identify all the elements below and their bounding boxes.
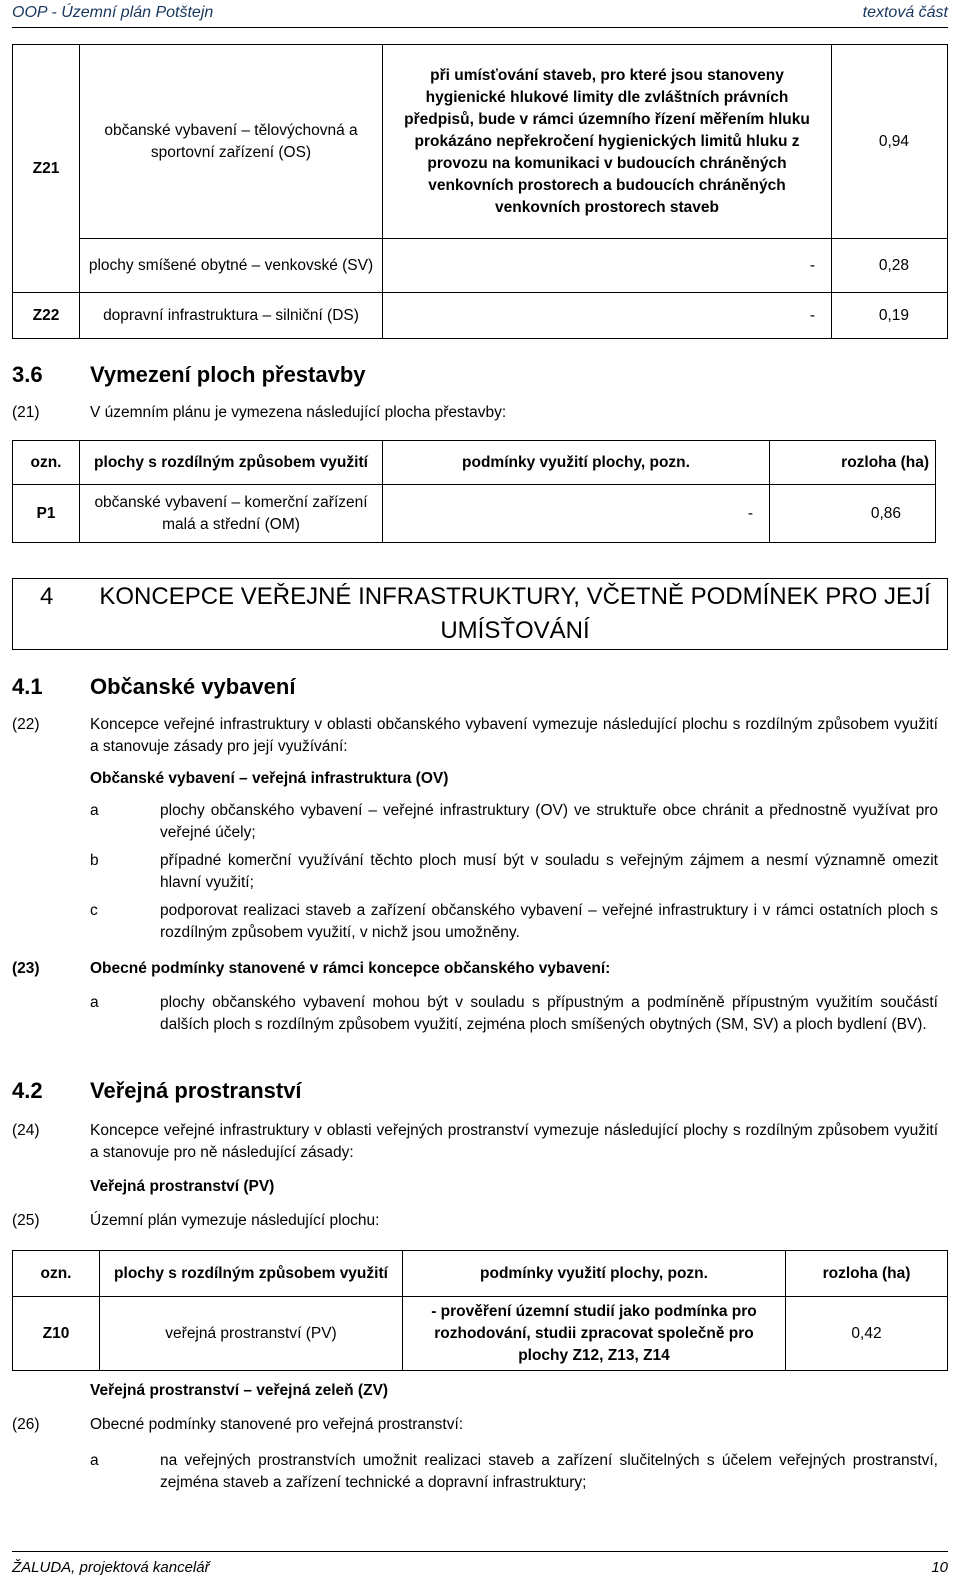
areas-table-pv: [12, 1250, 948, 1371]
p21-text: V územním plánu je vymezena následující plocha přestavby:: [90, 404, 507, 421]
header-section: textová část: [862, 4, 948, 21]
section-4-1-heading: Občanské vybavení: [90, 674, 296, 699]
page-number: 10: [931, 1559, 948, 1576]
p23-number: (23): [12, 960, 40, 977]
ov-item-c-text: podporovat realizaci staveb a zařízení občanského vybavení – veřejné infrastruktury i v rámci ostatních ploch s rozdílným způsobem využití, v nichž jsou umožněny.: [160, 902, 938, 941]
p21-number: (21): [12, 404, 40, 421]
section-4-2-heading: Veřejná prostranství: [90, 1078, 302, 1103]
p-head-cond: podmínky využití plochy, pozn.: [383, 441, 770, 485]
p26-number: (26): [12, 1416, 40, 1433]
p1-code: P1: [13, 485, 80, 543]
ov-item-b-letter: b: [90, 852, 99, 869]
z22-use: dopravní infrastruktura – silniční (DS): [80, 293, 383, 339]
z21-conditions: při umísťování staveb, pro které jsou stanoveny hygienické hlukové limity dle zvláštních právních předpisů, bude v rámci územního řízení měřením hluku prokázáno nepřekročení hygienických limitů hluku z provozu na komunikaci v budoucích chráněných venkovních prostorech a budoucích chráněných venkovních prostorech staveb: [383, 45, 832, 239]
ov-item-a-text: plochy občanského vybavení – veřejné infrastruktury (OV) ve struktuře obce chránit a přednostně využívat pro veřejné účely;: [160, 802, 938, 841]
header-rule: [12, 27, 948, 28]
chapter-4-title: KONCEPCE VEŘEJNÉ INFRASTRUKTURY, VČETNĚ PODMÍNEK PRO JEJÍ UMÍSŤOVÁNÍ: [99, 583, 931, 644]
p25-text: Územní plán vymezuje následující plochu:: [90, 1212, 380, 1229]
z21-os-area: 0,94: [832, 45, 948, 239]
ov-item-c-letter: c: [90, 902, 98, 919]
z21-code: Z21: [13, 45, 80, 293]
p24-text: Koncepce veřejné infrastruktury v oblasti veřejných prostranství vymezuje následující plochy s rozdílným způsobem využití a stanovuje pro ně následující zásady:: [90, 1122, 938, 1161]
areas-table-z: [12, 44, 948, 339]
z22-code: Z22: [13, 293, 80, 339]
z10-area: 0,42: [786, 1297, 948, 1371]
p24-number: (24): [12, 1122, 40, 1139]
z21-sv-area: 0,28: [832, 239, 948, 293]
pv-head-ozn: ozn.: [13, 1251, 100, 1297]
z10-use: veřejná prostranství (PV): [100, 1297, 403, 1371]
p22-text: Koncepce veřejné infrastruktury v oblasti občanského vybavení vymezuje následující plochu s rozdílným způsobem využití a stanovuje zásady pro její využívání:: [90, 716, 938, 755]
section-4-2-number: 4.2: [12, 1078, 43, 1103]
z22-cond: -: [383, 293, 832, 339]
pv-head-use: plochy s rozdílným způsobem využití: [100, 1251, 403, 1297]
section-3-6-heading: Vymezení ploch přestavby: [90, 362, 366, 387]
p-head-ozn: ozn.: [13, 441, 80, 485]
chapter-4-number: 4: [40, 583, 54, 610]
pv-heading: Veřejná prostranství (PV): [90, 1178, 275, 1195]
z21-sv-use: plochy smíšené obytné – venkovské (SV): [80, 239, 383, 293]
p22-number: (22): [12, 716, 40, 733]
z10-cond: - prověření územní studií jako podmínka pro rozhodování, studii zpracovat společně pro plochy Z12, Z13, Z14: [403, 1297, 786, 1371]
z10-code: Z10: [13, 1297, 100, 1371]
pv-head-area: rozloha (ha): [786, 1251, 948, 1297]
p-head-use: plochy s rozdílným způsobem využití: [80, 441, 383, 485]
p-head-area: rozloha (ha): [770, 441, 936, 485]
z21-os-use: občanské vybavení – tělovýchovná a sportovní zařízení (OS): [80, 45, 383, 239]
p23-item-text: plochy občanského vybavení mohou být v souladu s přípustným a podmíněně přípustným využitím součástí dalších ploch s rozdílným způsobem využití, zejména ploch smíšených obytných (SM, SV) a ploch bydlení (BV).: [160, 994, 938, 1033]
p26-text: Obecné podmínky stanovené pro veřejná prostranství:: [90, 1416, 464, 1433]
footer-office: ŽALUDA, projektová kancelář: [12, 1559, 210, 1576]
p1-area: 0,86: [770, 485, 936, 543]
p26-item-letter: a: [90, 1452, 99, 1469]
ov-item-b-text: případné komerční využívání těchto ploch musí být v souladu s veřejným zájmem a nesmí významně omezit hlavní využití;: [160, 852, 938, 891]
ov-item-a-letter: a: [90, 802, 99, 819]
z21-sv-cond: -: [383, 239, 832, 293]
areas-table-p: [12, 440, 936, 543]
section-4-1-number: 4.1: [12, 674, 43, 699]
ov-heading: Občanské vybavení – veřejná infrastruktura (OV): [90, 770, 449, 787]
footer-rule: [12, 1551, 948, 1552]
p25-number: (25): [12, 1212, 40, 1229]
p1-cond: -: [383, 485, 770, 543]
p26-item-text: na veřejných prostranstvích umožnit realizaci staveb a zařízení slučitelných s účelem veřejných prostranství, zejména staveb a zařízení technické a dopravní infrastruktury;: [160, 1452, 938, 1491]
pv-head-cond: podmínky využití plochy, pozn.: [403, 1251, 786, 1297]
header-title: OOP - Územní plán Potštejn: [12, 4, 214, 21]
z22-area: 0,19: [832, 293, 948, 339]
p1-use: občanské vybavení – komerční zařízení malá a střední (OM): [80, 485, 383, 543]
zv-heading: Veřejná prostranství – veřejná zeleň (ZV): [90, 1382, 389, 1399]
p23-heading: Obecné podmínky stanovené v rámci koncepce občanského vybavení:: [90, 960, 611, 977]
p23-item-letter: a: [90, 994, 99, 1011]
section-3-6-number: 3.6: [12, 362, 43, 387]
